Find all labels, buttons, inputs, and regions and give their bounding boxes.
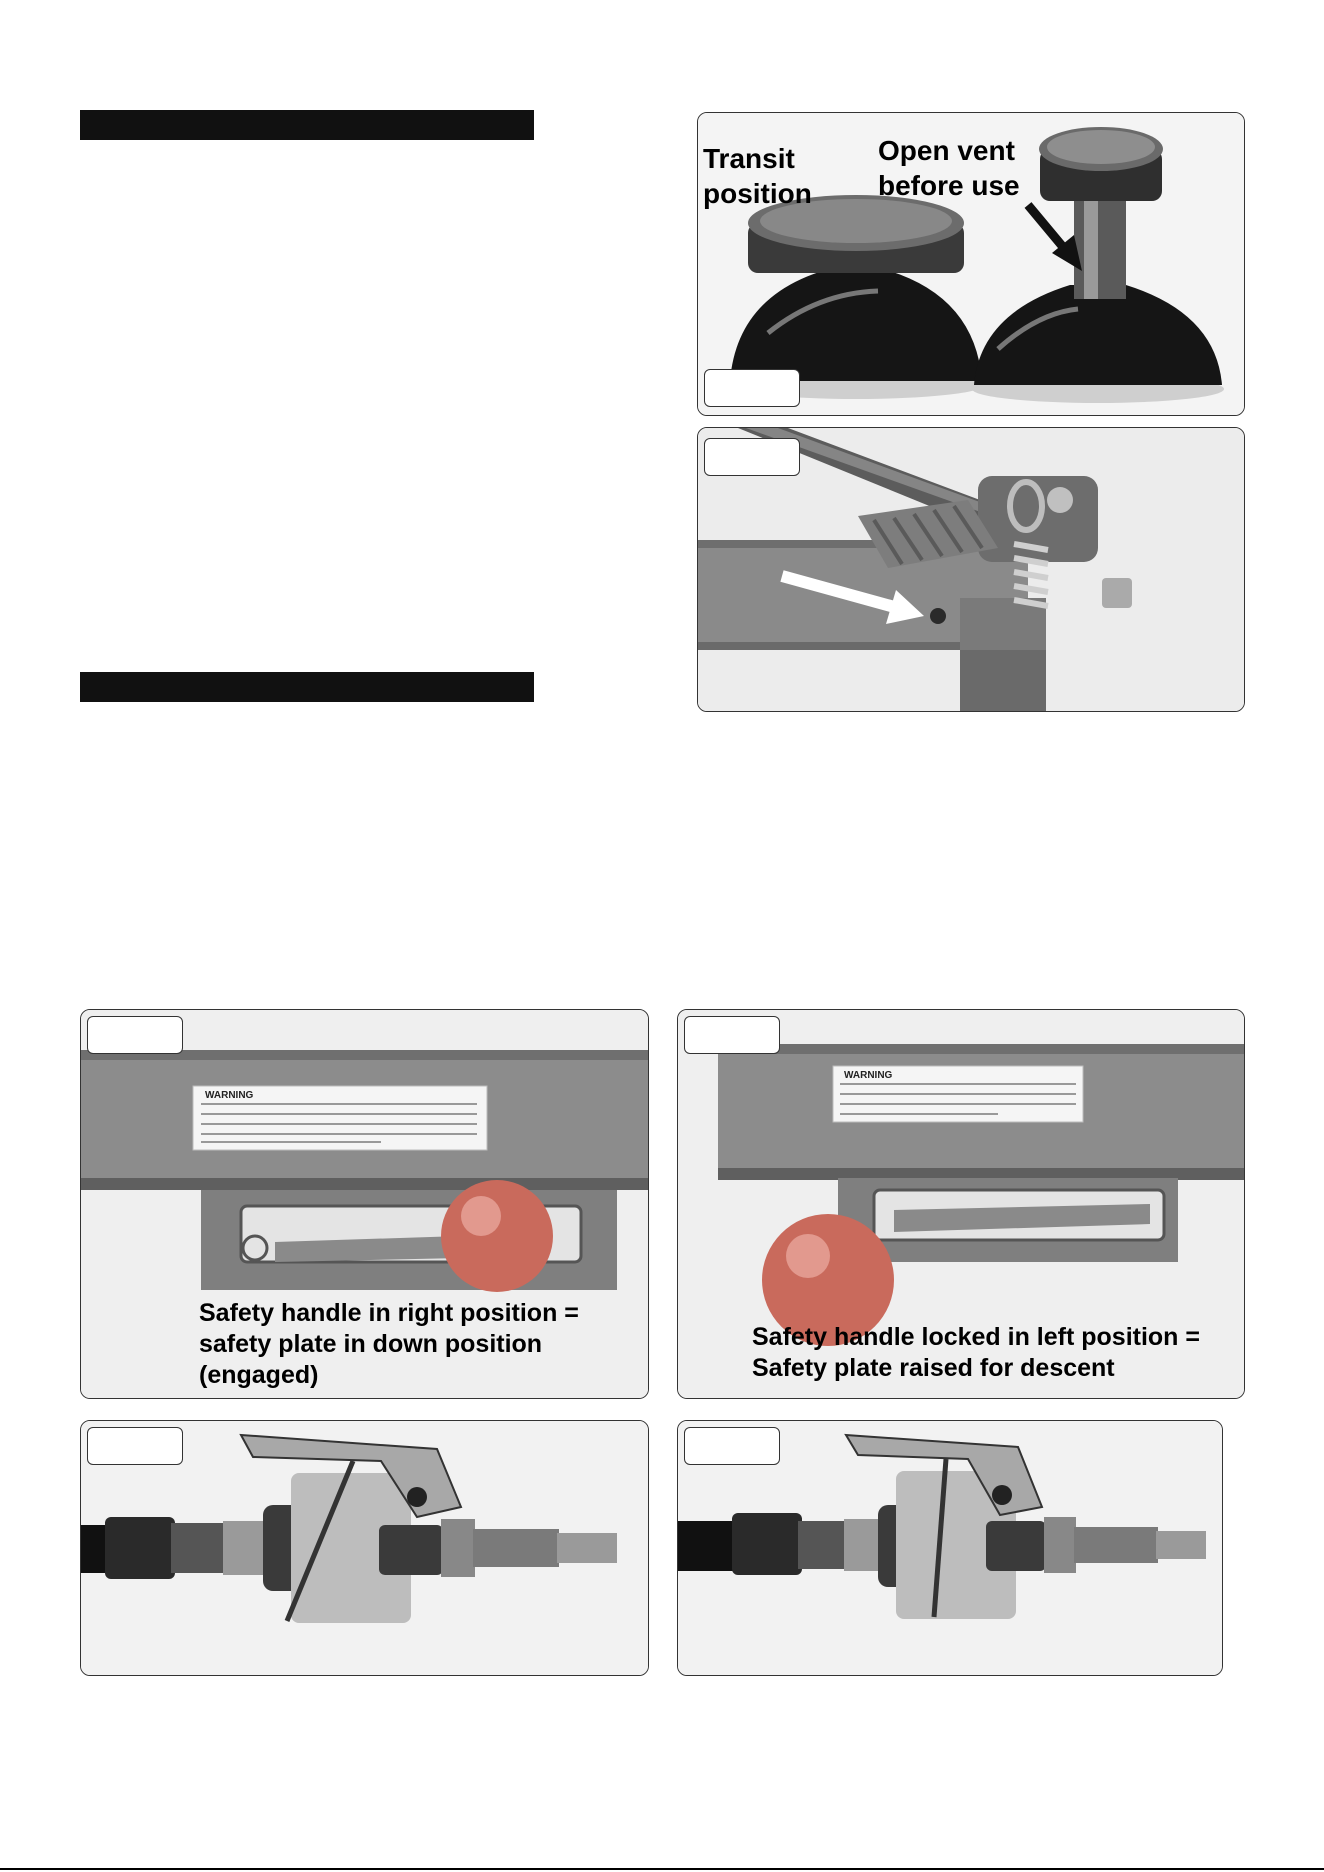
figure-label-box <box>684 1016 780 1054</box>
figure-label-box <box>704 438 800 476</box>
section-heading-bar-1 <box>80 110 534 140</box>
figure-5-air-coupling <box>80 1420 649 1676</box>
figure-label-box <box>87 1016 183 1054</box>
figure-2-pedal-release <box>697 427 1245 712</box>
warning-sticker-text: WARNING <box>205 1090 254 1101</box>
figure-4-safety-handle-left <box>677 1009 1245 1399</box>
figure-3-caption: Safety handle in right position = safety plate in down position (engaged) <box>199 1299 579 1389</box>
section-heading-bar-2 <box>80 672 534 702</box>
page-bottom-rule <box>0 1868 1324 1870</box>
figure-label-box <box>704 369 800 407</box>
open-vent-label: Open vent before use <box>878 135 1020 201</box>
figure-1-jack-pads <box>697 112 1245 416</box>
figure-6-air-coupling <box>677 1420 1223 1676</box>
transit-position-label: Transit position <box>703 143 812 209</box>
figure-label-box <box>87 1427 183 1465</box>
figure-label-box <box>684 1427 780 1465</box>
figure-3-safety-handle-right <box>80 1009 649 1399</box>
figure-4-caption: Safety handle locked in left position = Safety plate raised for descent <box>752 1323 1200 1382</box>
warning-sticker-text: WARNING <box>844 1070 893 1081</box>
